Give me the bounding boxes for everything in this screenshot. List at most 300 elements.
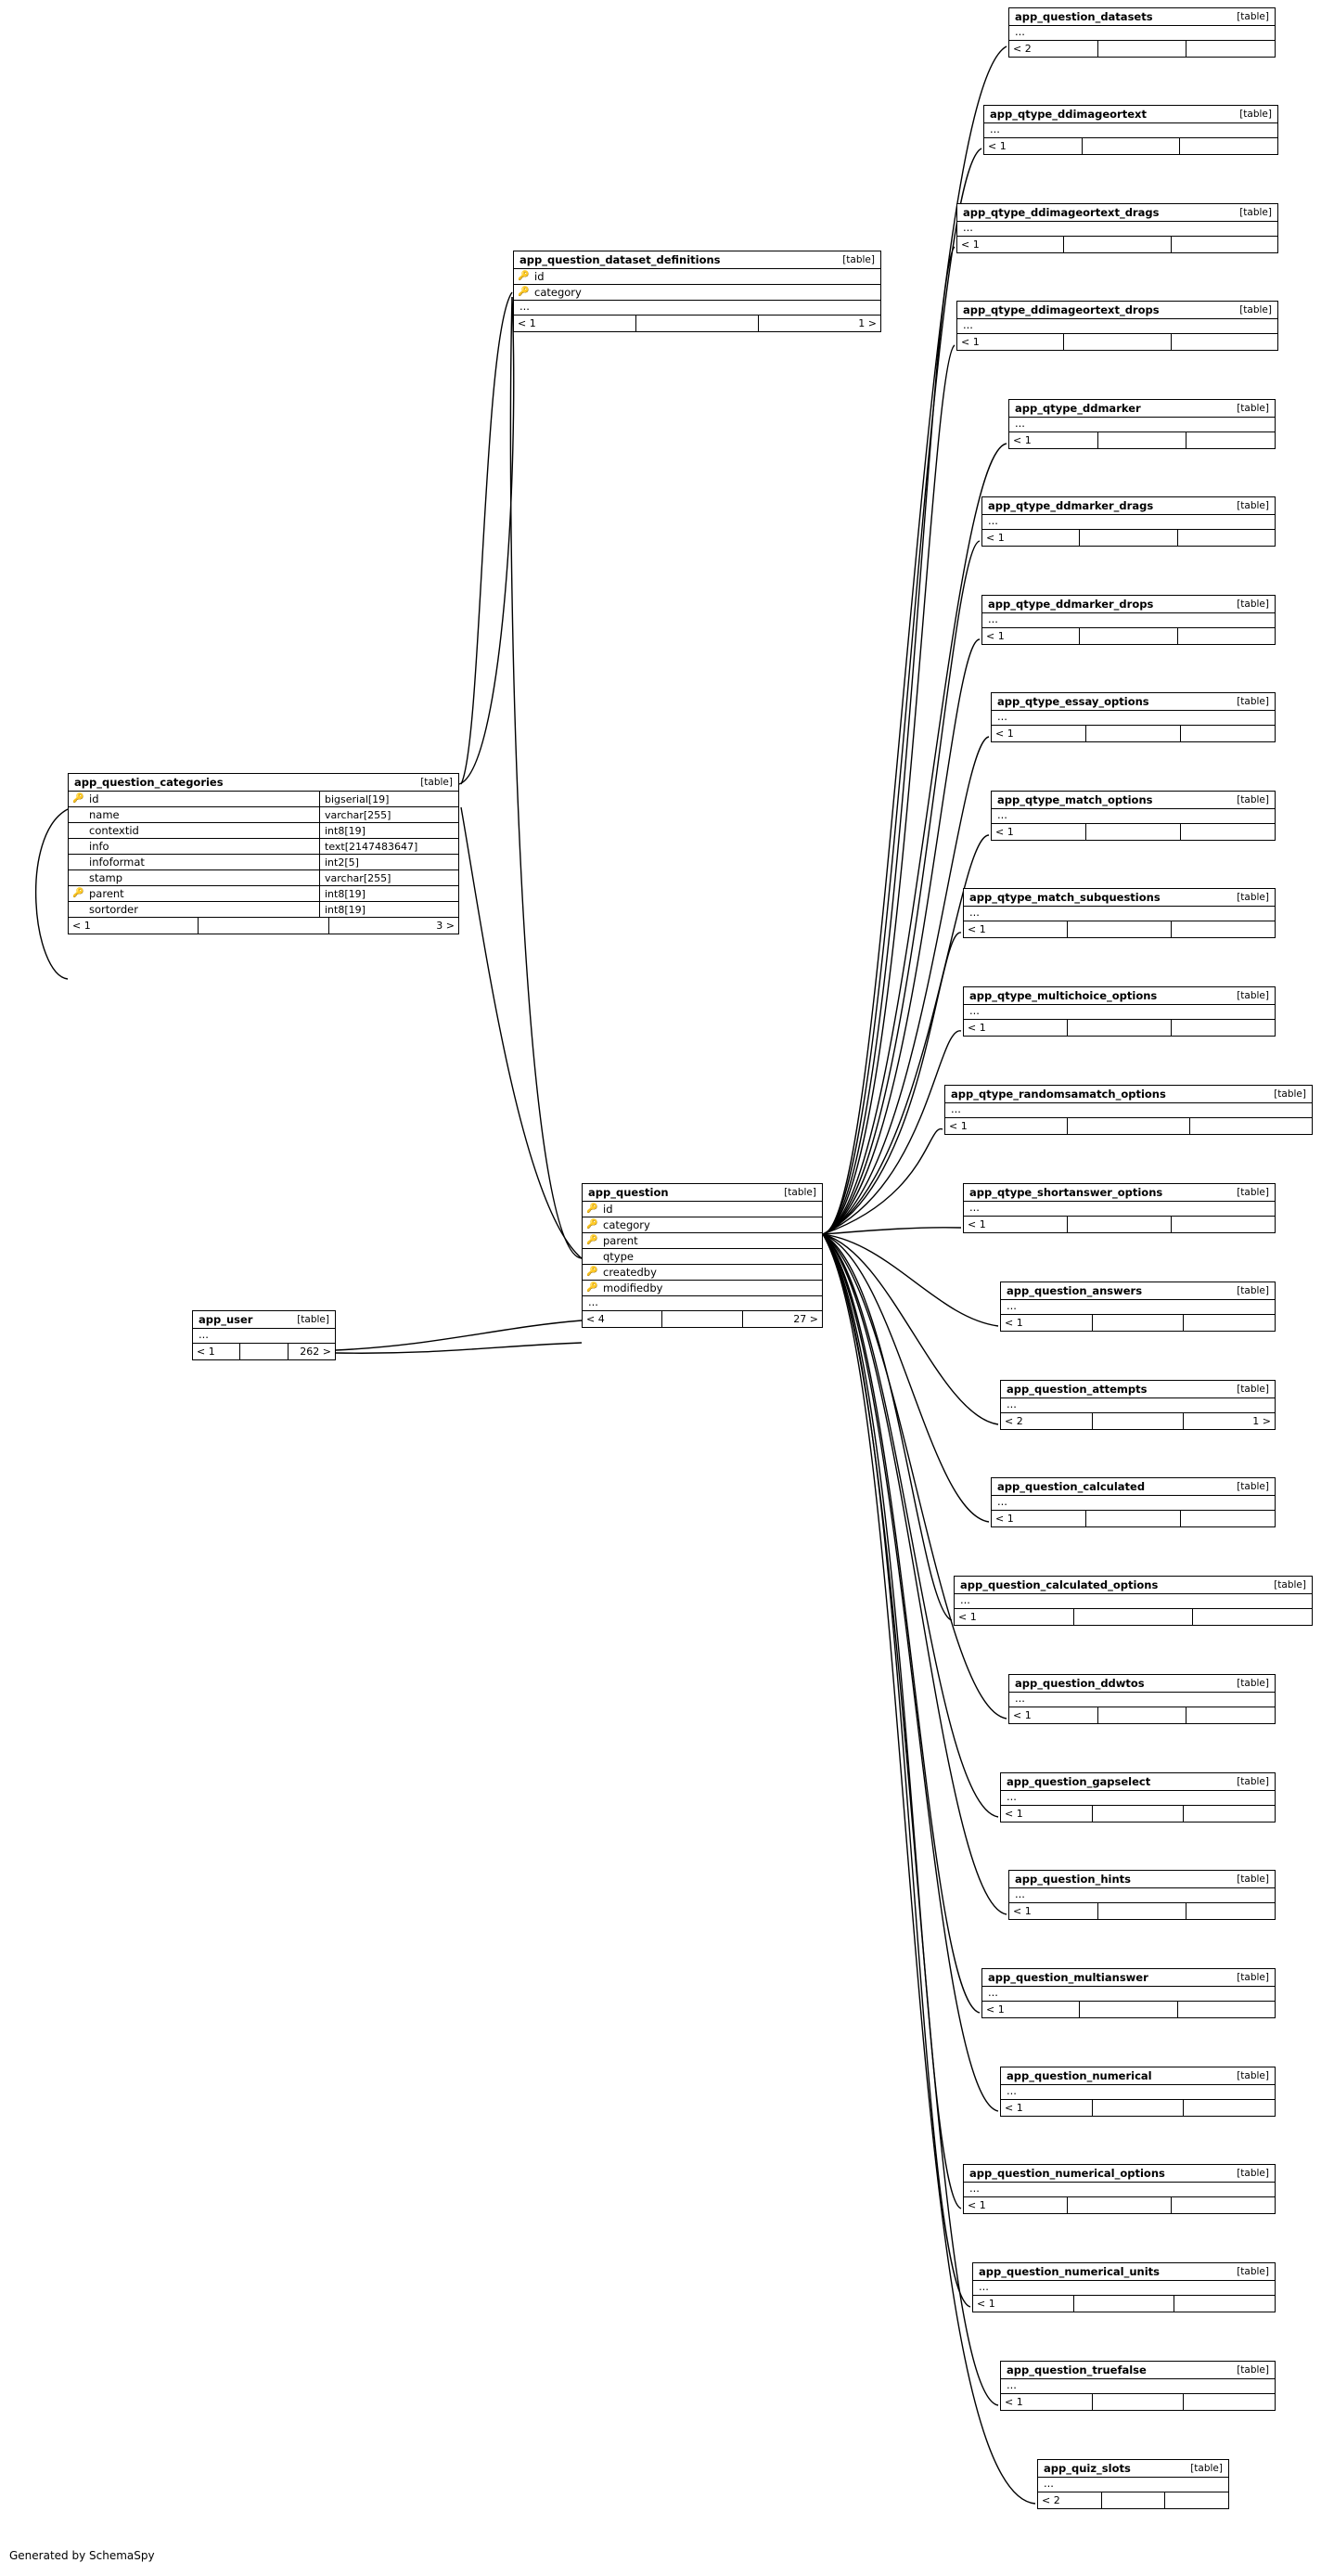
- table-node-app_qtype_match_subquestions[interactable]: [963, 888, 1276, 938]
- table-column-row: [583, 1249, 822, 1265]
- table-type-tag: [table]: [1237, 2167, 1269, 2179]
- incoming-relations-count: < 1: [984, 138, 1083, 154]
- truncated-columns-indicator: ...: [1038, 2478, 1228, 2492]
- table-header-app_question: [583, 1184, 822, 1202]
- table-header-app_quiz_slots: [1038, 2460, 1228, 2478]
- table-header-app_question_answers: [1001, 1282, 1275, 1300]
- table-node-app_qtype_ddmarker_drops[interactable]: [981, 595, 1276, 645]
- incoming-relations-count: < 2: [1001, 1413, 1093, 1429]
- table-node-app_question_hints[interactable]: [1008, 1870, 1276, 1920]
- footer-spacer: [1086, 726, 1181, 741]
- table-title: app_qtype_multichoice_options: [969, 988, 1158, 1002]
- table-node-app_quiz_slots[interactable]: [1037, 2459, 1229, 2509]
- table-title: app_qtype_ddimageortext: [990, 107, 1147, 121]
- table-node-app_question_datasets[interactable]: [1008, 7, 1276, 58]
- column-name: infoformat: [89, 856, 145, 869]
- table-node-app_qtype_essay_options[interactable]: [991, 692, 1276, 742]
- incoming-relations-count: < 1: [964, 2197, 1068, 2213]
- column-name: contextid: [89, 824, 139, 837]
- footer-spacer: [1093, 2100, 1185, 2116]
- column-name: id: [534, 270, 545, 283]
- table-header-app_qtype_ddmarker_drops: [982, 596, 1275, 613]
- primary-key-icon: [583, 1204, 596, 1214]
- outgoing-relations-count: [1181, 824, 1275, 840]
- incoming-relations-count: < 1: [957, 334, 1064, 350]
- table-node-app_question_truefalse[interactable]: [1000, 2361, 1276, 2411]
- truncated-columns-indicator: ...: [992, 1496, 1275, 1511]
- truncated-columns-indicator: ...: [1001, 1398, 1275, 1413]
- table-type-tag: [table]: [1237, 499, 1269, 511]
- table-node-app_qtype_multichoice_options[interactable]: [963, 986, 1276, 1037]
- table-title: app_question_hints: [1015, 1872, 1131, 1886]
- outgoing-relations-count: [1184, 1315, 1275, 1331]
- table-footer: [514, 316, 880, 331]
- table-type-tag: [table]: [842, 253, 875, 265]
- table-title: app_question_numerical_units: [979, 2264, 1161, 2278]
- incoming-relations-count: < 1: [1001, 1315, 1093, 1331]
- outgoing-relations-count: [1172, 1020, 1275, 1036]
- outgoing-relations-count: [1172, 1217, 1275, 1232]
- column-name: category: [603, 1218, 650, 1231]
- table-footer: [1009, 41, 1275, 57]
- incoming-relations-count: < 1: [955, 1609, 1074, 1625]
- table-footer: [964, 2197, 1275, 2213]
- table-type-tag: [table]: [1237, 1775, 1269, 1787]
- column-name: sortorder: [89, 903, 138, 916]
- column-name: info: [89, 840, 109, 853]
- table-footer: [964, 1020, 1275, 1036]
- table-column-row: [583, 1281, 822, 1296]
- table-header-app_qtype_randomsamatch_options: [945, 1086, 1312, 1103]
- table-column-row: [583, 1202, 822, 1217]
- table-footer: [955, 1609, 1312, 1625]
- table-node-app_qtype_ddimageortext_drops[interactable]: [956, 301, 1278, 351]
- outgoing-relations-count: [1190, 1118, 1312, 1134]
- table-header-app_user: [193, 1311, 335, 1329]
- footer-spacer: [1068, 921, 1172, 937]
- incoming-relations-count: < 1: [957, 237, 1064, 252]
- footer-spacer: [1068, 1217, 1172, 1232]
- column-name: stamp: [89, 871, 123, 884]
- table-type-tag: [table]: [1237, 1971, 1269, 1983]
- footer-spacer: [1093, 1806, 1185, 1822]
- footer-spacer: [240, 1344, 288, 1359]
- table-type-tag: [table]: [1237, 695, 1269, 707]
- footer-spacer: [662, 1311, 742, 1327]
- primary-key-icon: [69, 794, 82, 804]
- footer-spacer: [1064, 334, 1171, 350]
- table-node-app_qtype_ddimageortext_drags[interactable]: [956, 203, 1278, 253]
- table-type-tag: [table]: [1237, 1383, 1269, 1395]
- table-title: app_question_truefalse: [1007, 2363, 1147, 2376]
- table-node-app_qtype_ddmarker_drags[interactable]: [981, 496, 1276, 547]
- table-type-tag: [table]: [1237, 2265, 1269, 2277]
- table-column-row: [69, 870, 458, 886]
- column-name: qtype: [603, 1250, 634, 1263]
- incoming-relations-count: < 2: [1038, 2492, 1102, 2508]
- table-node-app_question_categories[interactable]: [68, 773, 459, 934]
- truncated-columns-indicator: ...: [1001, 1300, 1275, 1315]
- column-name: modifiedby: [603, 1282, 663, 1294]
- column-type: varchar[255]: [319, 870, 458, 885]
- outgoing-relations-count: 262 >: [300, 1346, 331, 1358]
- table-footer: [973, 2296, 1275, 2312]
- footer-spacer: [1098, 1903, 1187, 1919]
- truncated-columns-indicator: ...: [982, 515, 1275, 530]
- table-footer: [583, 1311, 822, 1327]
- truncated-columns-indicator: ...: [583, 1296, 822, 1311]
- table-column-row: [69, 792, 458, 807]
- footer-spacer: [1080, 628, 1177, 644]
- outgoing-relations-count: [1184, 2394, 1275, 2410]
- table-node-app_qtype_match_options[interactable]: [991, 791, 1276, 841]
- column-name: createdby: [603, 1266, 657, 1279]
- column-name: category: [534, 286, 582, 299]
- outgoing-relations-count: [1184, 2100, 1275, 2116]
- outgoing-relations-count: [1172, 334, 1277, 350]
- table-title: app_user: [199, 1312, 253, 1326]
- table-type-tag: [table]: [1237, 1677, 1269, 1689]
- foreign-key-icon: [514, 288, 527, 297]
- table-footer: [992, 726, 1275, 741]
- truncated-columns-indicator: ...: [1009, 1693, 1275, 1707]
- outgoing-relations-count: [1181, 726, 1275, 741]
- truncated-columns-indicator: ...: [964, 1202, 1275, 1217]
- table-type-tag: [table]: [1237, 989, 1269, 1001]
- table-footer: [992, 1511, 1275, 1526]
- outgoing-relations-count: [1184, 1806, 1275, 1822]
- table-node-app_question_numerical_units[interactable]: [972, 2262, 1276, 2312]
- incoming-relations-count: < 1: [1001, 2100, 1093, 2116]
- table-title: app_qtype_essay_options: [997, 694, 1149, 708]
- table-title: app_qtype_ddimageortext_drags: [963, 205, 1160, 219]
- footer-spacer: [1098, 41, 1187, 57]
- outgoing-relations-count: [1180, 138, 1277, 154]
- table-footer: [945, 1118, 1312, 1134]
- outgoing-relations-count: [1174, 2296, 1275, 2312]
- foreign-key-icon: [583, 1236, 596, 1245]
- column-type: varchar[255]: [319, 807, 458, 822]
- table-footer: [964, 1217, 1275, 1232]
- footer-spacer: [1074, 1609, 1194, 1625]
- incoming-relations-count: < 4: [583, 1311, 662, 1327]
- table-header-app_question_numerical_units: [973, 2263, 1275, 2281]
- truncated-columns-indicator: ...: [1001, 1791, 1275, 1806]
- truncated-columns-indicator: ...: [955, 1594, 1312, 1609]
- footer-spacer: [1086, 824, 1181, 840]
- table-footer: [982, 628, 1275, 644]
- table-node-app_question_calculated_options[interactable]: [954, 1576, 1313, 1626]
- footer-spacer: [199, 918, 328, 934]
- table-type-tag: [table]: [1239, 108, 1272, 120]
- outgoing-relations-count: [1186, 1903, 1275, 1919]
- incoming-relations-count: < 1: [1009, 1707, 1098, 1723]
- table-header-app_question_calculated_options: [955, 1577, 1312, 1594]
- outgoing-relations-count: [1172, 921, 1275, 937]
- incoming-relations-count: < 1: [1001, 2394, 1093, 2410]
- outgoing-relations-count: [1193, 1609, 1312, 1625]
- incoming-relations-count: < 2: [1009, 41, 1098, 57]
- incoming-relations-count: < 1: [1001, 1806, 1093, 1822]
- table-node-app_question_attempts[interactable]: [1000, 1380, 1276, 1430]
- table-node-app_question_ddwtos[interactable]: [1008, 1674, 1276, 1724]
- footer-spacer: [1098, 1707, 1187, 1723]
- truncated-columns-indicator: ...: [992, 711, 1275, 726]
- table-column-row: [69, 886, 458, 902]
- incoming-relations-count: < 1: [514, 316, 636, 331]
- table-title: app_qtype_ddimageortext_drops: [963, 303, 1160, 316]
- incoming-relations-count: < 1: [992, 1511, 1086, 1526]
- column-name: name: [89, 808, 120, 821]
- table-column-row: [69, 902, 458, 918]
- table-footer: [1009, 432, 1275, 448]
- table-node-app_question[interactable]: [582, 1183, 823, 1328]
- outgoing-relations-count: 1 >: [858, 317, 877, 329]
- truncated-columns-indicator: ...: [1001, 2085, 1275, 2100]
- table-type-tag: [table]: [1237, 2069, 1269, 2081]
- table-type-tag: [table]: [1237, 598, 1269, 610]
- table-type-tag: [table]: [1239, 206, 1272, 218]
- column-type: int8[19]: [319, 823, 458, 838]
- footer-spacer: [1102, 2492, 1166, 2508]
- table-title: app_question_categories: [74, 775, 224, 789]
- incoming-relations-count: < 1: [964, 921, 1068, 937]
- truncated-columns-indicator: ...: [982, 613, 1275, 628]
- column-type: int8[19]: [319, 902, 458, 917]
- table-type-tag: [table]: [1237, 891, 1269, 903]
- table-node-app_user[interactable]: [192, 1310, 336, 1360]
- table-footer: [1001, 2394, 1275, 2410]
- table-header-app_question_ddwtos: [1009, 1675, 1275, 1693]
- footer-spacer: [1093, 1413, 1185, 1429]
- outgoing-relations-count: [1186, 1707, 1275, 1723]
- table-node-app_question_answers[interactable]: [1000, 1282, 1276, 1332]
- outgoing-relations-count: [1186, 432, 1275, 448]
- table-footer: [193, 1344, 335, 1359]
- table-header-app_question_numerical_options: [964, 2165, 1275, 2183]
- column-name: id: [89, 792, 99, 805]
- incoming-relations-count: < 1: [193, 1344, 240, 1359]
- table-footer: [1009, 1707, 1275, 1723]
- truncated-columns-indicator: ...: [964, 2183, 1275, 2197]
- table-title: app_qtype_shortanswer_options: [969, 1185, 1163, 1199]
- table-type-tag: [table]: [297, 1313, 329, 1325]
- table-header-app_qtype_ddimageortext_drags: [957, 204, 1277, 222]
- incoming-relations-count: < 1: [982, 628, 1080, 644]
- table-title: app_qtype_match_options: [997, 792, 1153, 806]
- footer-spacer: [1093, 2394, 1185, 2410]
- incoming-relations-count: < 1: [982, 2002, 1080, 2017]
- table-column-row: [583, 1233, 822, 1249]
- table-title: app_qtype_ddmarker_drags: [988, 498, 1154, 512]
- outgoing-relations-count: [1165, 2492, 1228, 2508]
- table-column-row: [514, 269, 880, 285]
- foreign-key-icon: [583, 1220, 596, 1230]
- table-type-tag: [table]: [1237, 1186, 1269, 1198]
- foreign-key-icon: [583, 1283, 596, 1293]
- table-footer: [1009, 1903, 1275, 1919]
- table-header-app_qtype_match_options: [992, 792, 1275, 809]
- truncated-columns-indicator: ...: [964, 907, 1275, 921]
- table-node-app_qtype_ddimageortext[interactable]: [983, 105, 1278, 155]
- table-column-row: [583, 1265, 822, 1281]
- outgoing-relations-count: 27 >: [793, 1313, 818, 1325]
- table-type-tag: [table]: [1239, 303, 1272, 316]
- truncated-columns-indicator: ...: [982, 1987, 1275, 2002]
- table-header-app_qtype_ddimageortext: [984, 106, 1277, 123]
- truncated-columns-indicator: ...: [1009, 1888, 1275, 1903]
- table-title: app_quiz_slots: [1044, 2461, 1131, 2475]
- table-node-app_question_numerical[interactable]: [1000, 2067, 1276, 2117]
- truncated-columns-indicator: ...: [957, 222, 1277, 237]
- table-column-row: [69, 855, 458, 870]
- table-title: app_question: [588, 1185, 669, 1199]
- table-footer: [69, 918, 458, 934]
- table-footer: [1001, 2100, 1275, 2116]
- table-title: app_question_multianswer: [988, 1970, 1148, 1984]
- outgoing-relations-count: 1 >: [1252, 1415, 1272, 1427]
- outgoing-relations-count: [1172, 237, 1277, 252]
- table-footer: [982, 2002, 1275, 2017]
- table-header-app_qtype_ddmarker: [1009, 400, 1275, 418]
- footer-spacer: [1086, 1511, 1181, 1526]
- table-node-app_question_gapselect[interactable]: [1000, 1772, 1276, 1823]
- table-title: app_qtype_randomsamatch_options: [951, 1087, 1166, 1101]
- incoming-relations-count: < 1: [982, 530, 1080, 546]
- table-header-app_question_calculated: [992, 1478, 1275, 1496]
- table-title: app_question_ddwtos: [1015, 1676, 1145, 1690]
- incoming-relations-count: < 1: [945, 1118, 1068, 1134]
- table-type-tag: [table]: [784, 1186, 816, 1198]
- truncated-columns-indicator: ...: [945, 1103, 1312, 1118]
- table-type-tag: [table]: [420, 776, 453, 788]
- table-column-row: [583, 1217, 822, 1233]
- truncated-columns-indicator: ...: [992, 809, 1275, 824]
- table-column-row: [69, 839, 458, 855]
- truncated-columns-indicator: ...: [1009, 418, 1275, 432]
- incoming-relations-count: < 1: [1009, 432, 1098, 448]
- table-header-app_qtype_match_subquestions: [964, 889, 1275, 907]
- table-node-app_question_calculated[interactable]: [991, 1477, 1276, 1527]
- footer-spacer: [636, 316, 759, 331]
- truncated-columns-indicator: ...: [957, 319, 1277, 334]
- table-column-row: [69, 807, 458, 823]
- table-footer: [984, 138, 1277, 154]
- table-header-app_question_categories: [69, 774, 458, 792]
- truncated-columns-indicator: ...: [973, 2281, 1275, 2296]
- footer-spacer: [1074, 2296, 1175, 2312]
- table-header-app_question_truefalse: [1001, 2362, 1275, 2379]
- table-footer: [964, 921, 1275, 937]
- table-node-app_question_dataset_definitions[interactable]: [513, 251, 881, 332]
- table-header-app_qtype_multichoice_options: [964, 987, 1275, 1005]
- truncated-columns-indicator: ...: [514, 301, 880, 316]
- table-title: app_question_calculated: [997, 1479, 1146, 1493]
- foreign-key-icon: [69, 889, 82, 898]
- outgoing-relations-count: [1186, 41, 1275, 57]
- table-column-row: [514, 285, 880, 301]
- table-type-tag: [table]: [1190, 2462, 1223, 2474]
- table-type-tag: [table]: [1237, 1873, 1269, 1885]
- table-footer: [957, 237, 1277, 252]
- table-type-tag: [table]: [1274, 1578, 1306, 1591]
- table-node-app_question_multianswer[interactable]: [981, 1968, 1276, 2018]
- footer-spacer: [1080, 2002, 1177, 2017]
- incoming-relations-count: < 1: [992, 726, 1086, 741]
- incoming-relations-count: < 1: [1009, 1903, 1098, 1919]
- table-header-app_question_numerical: [1001, 2067, 1275, 2085]
- table-type-tag: [table]: [1237, 402, 1269, 414]
- table-node-app_qtype_shortanswer_options[interactable]: [963, 1183, 1276, 1233]
- table-type-tag: [table]: [1237, 1480, 1269, 1492]
- truncated-columns-indicator: ...: [193, 1329, 335, 1344]
- table-node-app_question_numerical_options[interactable]: [963, 2164, 1276, 2214]
- table-title: app_question_calculated_options: [960, 1578, 1159, 1591]
- column-type: int2[5]: [319, 855, 458, 869]
- incoming-relations-count: < 1: [69, 918, 199, 934]
- table-footer: [992, 824, 1275, 840]
- table-header-app_qtype_ddimageortext_drops: [957, 302, 1277, 319]
- footer-spacer: [1080, 530, 1177, 546]
- table-header-app_question_hints: [1009, 1871, 1275, 1888]
- truncated-columns-indicator: ...: [1001, 2379, 1275, 2394]
- generated-by-label: Generated by SchemaSpy: [9, 2549, 155, 2562]
- footer-spacer: [1083, 138, 1181, 154]
- table-header-app_question_dataset_definitions: [514, 251, 880, 269]
- table-title: app_question_numerical: [1007, 2068, 1152, 2082]
- table-header-app_question_multianswer: [982, 1969, 1275, 1987]
- truncated-columns-indicator: ...: [964, 1005, 1275, 1020]
- footer-spacer: [1093, 1315, 1185, 1331]
- table-footer: [982, 530, 1275, 546]
- column-name: parent: [89, 887, 124, 900]
- table-footer: [1001, 1315, 1275, 1331]
- outgoing-relations-count: [1178, 530, 1275, 546]
- table-title: app_question_answers: [1007, 1283, 1143, 1297]
- table-header-app_question_gapselect: [1001, 1773, 1275, 1791]
- table-title: app_question_attempts: [1007, 1382, 1148, 1396]
- table-header-app_qtype_shortanswer_options: [964, 1184, 1275, 1202]
- table-type-tag: [table]: [1274, 1088, 1306, 1100]
- table-type-tag: [table]: [1237, 10, 1269, 22]
- column-type: bigserial[19]: [319, 792, 458, 806]
- footer-spacer: [1068, 1020, 1172, 1036]
- table-node-app_qtype_ddmarker[interactable]: [1008, 399, 1276, 449]
- incoming-relations-count: < 1: [992, 824, 1086, 840]
- table-column-row: [69, 823, 458, 839]
- outgoing-relations-count: [1178, 628, 1275, 644]
- table-title: app_question_numerical_options: [969, 2166, 1165, 2180]
- table-header-app_question_datasets: [1009, 8, 1275, 26]
- table-type-tag: [table]: [1237, 1284, 1269, 1296]
- table-header-app_question_attempts: [1001, 1381, 1275, 1398]
- footer-spacer: [1068, 2197, 1172, 2213]
- table-footer: [1001, 1413, 1275, 1429]
- column-type: text[2147483647]: [319, 839, 458, 854]
- column-type: int8[19]: [319, 886, 458, 901]
- column-name: parent: [603, 1234, 638, 1247]
- table-header-app_qtype_ddmarker_drags: [982, 497, 1275, 515]
- table-title: app_question_gapselect: [1007, 1774, 1151, 1788]
- incoming-relations-count: < 1: [964, 1217, 1068, 1232]
- table-node-app_qtype_randomsamatch_options[interactable]: [944, 1085, 1313, 1135]
- incoming-relations-count: < 1: [964, 1020, 1068, 1036]
- table-footer: [957, 334, 1277, 350]
- table-title: app_qtype_match_subquestions: [969, 890, 1161, 904]
- footer-spacer: [1064, 237, 1171, 252]
- truncated-columns-indicator: ...: [984, 123, 1277, 138]
- column-name: id: [603, 1203, 613, 1216]
